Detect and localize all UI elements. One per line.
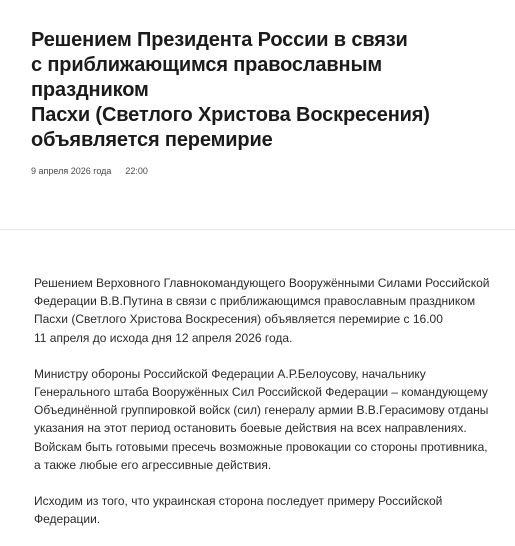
article-date: 9 апреля 2026 года <box>31 166 112 176</box>
article-title: Решением Президента России в связи с приближающимся православным праздником Пасхи (Светлого Христова Воскресения) объявляется перемирие <box>31 29 430 151</box>
article-paragraph: Министру обороны Российской Федерации А.Р.Белоусову, начальнику Генерального штаба Вооружённых Сил Российской Федерации – командующему Объединённой группировкой войск (сил) генералу армии В.В.Герасимову отданы указания на этот период остановить боевые действия на всех направлениях. Войскам быть готовыми пресечь возможные провокации со стороны противника, а также любые его агрессивные действия. <box>34 366 489 472</box>
article-paragraph: Решением Верховного Главнокомандующего Вооружёнными Силами Российской Федерации В.В.Путина в связи с приближающимся православным праздником Пасхи (Светлого Христова Воскресения) объявляется перемирие с 16.00 11 апреля до исхода дня 12 апреля 2026 года. <box>34 276 490 345</box>
article-meta <box>31 165 148 177</box>
article-body <box>34 274 494 546</box>
article-paragraph: Исходим из того, что украинская сторона последует примеру Российской Федерации. <box>34 494 443 527</box>
article-header <box>0 0 515 230</box>
article-time: 22:00 <box>125 166 148 176</box>
